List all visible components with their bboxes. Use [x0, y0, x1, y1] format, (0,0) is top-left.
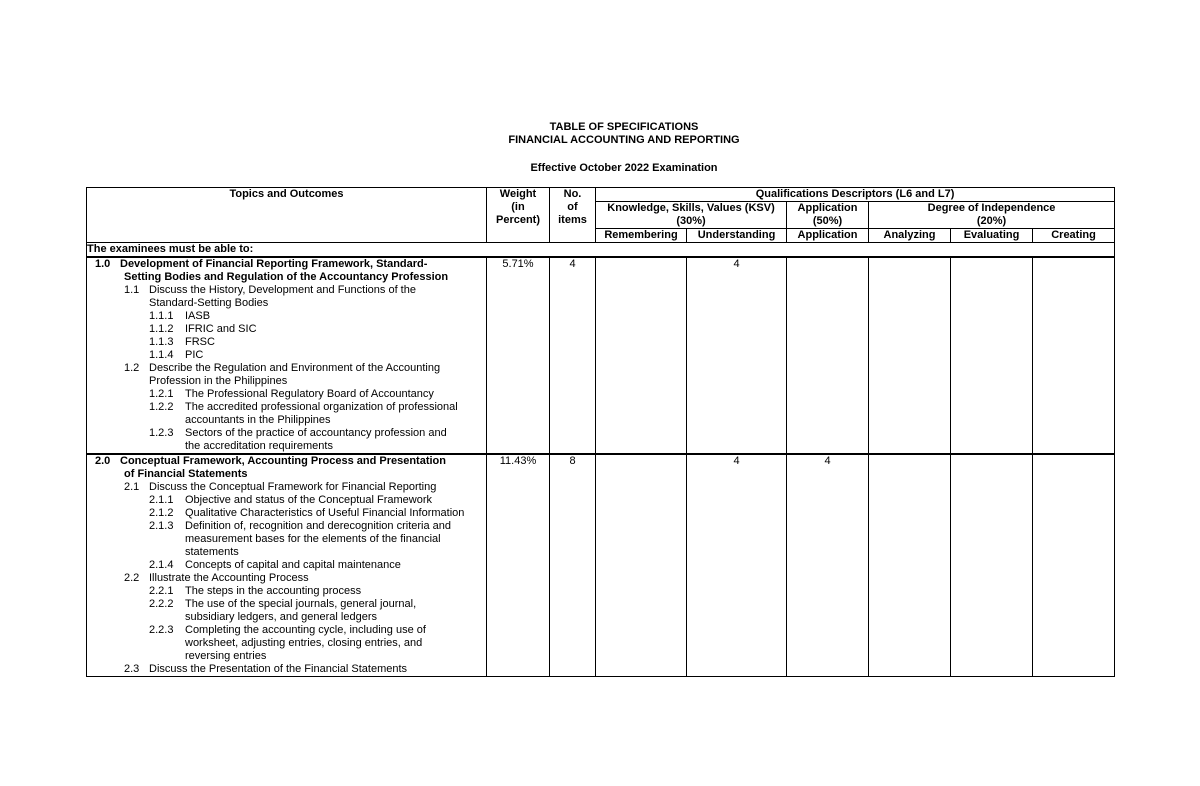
topic-title-number: 1.0 [95, 258, 111, 270]
topic-title-text: Development of Financial Reporting Framework, Standard- [120, 258, 428, 270]
sub-outcome-item [87, 349, 486, 362]
sub-outcome-item-number: 1.2.3 [149, 427, 174, 439]
specifications-table [86, 187, 1115, 677]
topic-title-text: of Financial Statements [124, 468, 248, 480]
outcome-item-text: Discuss the History, Development and Functions of the [149, 284, 416, 296]
sub-outcome-item-number: 1.1.1 [149, 310, 174, 322]
remembering-cell [596, 454, 687, 677]
sub-outcome-item-text: the accreditation requirements [185, 440, 333, 452]
sub-outcome-item-number: 2.1.1 [149, 494, 174, 506]
qualifications-header: Qualifications Descriptors (L6 and L7) [596, 188, 1115, 202]
sub-outcome-item-number: 2.2.3 [149, 624, 174, 636]
items-cell: 4 [550, 257, 596, 454]
sub-outcome-item-text: Qualitative Characteristics of Useful Financial Information [185, 507, 465, 519]
sub-outcome-item [87, 427, 486, 440]
evaluating-header: Evaluating [951, 229, 1033, 243]
sub-outcome-item-text: The use of the special journals, general journal, [185, 598, 417, 610]
sub-outcome-item-number: 1.1.3 [149, 336, 174, 348]
outcome-item-text: Describe the Regulation and Environment of the Accounting [149, 362, 441, 374]
document-heading [0, 121, 1200, 175]
outcome-item-text: Profession in the Philippines [149, 375, 288, 387]
topics-body [87, 257, 1115, 677]
sub-outcome-item-text: worksheet, adjusting entries, closing entries, and [185, 637, 423, 649]
outcome-item-number: 2.1 [124, 481, 140, 493]
outcome-item-number: 1.1 [124, 284, 140, 296]
sub-outcome-item-text: Objective and status of the Conceptual Framework [185, 494, 433, 506]
sub-outcome-item-text: subsidiary ledgers, and general ledgers [185, 611, 378, 623]
outcome-item-text: Discuss the Presentation of the Financial Statements [149, 663, 408, 675]
sub-outcome-item [87, 494, 486, 507]
sub-outcome-item [87, 598, 486, 611]
sub-outcome-item [87, 336, 486, 349]
table-row [87, 257, 1115, 454]
sub-outcome-item-text: The Professional Regulatory Board of Accountancy [185, 388, 434, 400]
remembering-header: Remembering [596, 229, 687, 243]
sub-outcome-item-text: statements [185, 546, 239, 558]
items-header: No. of items [550, 188, 596, 243]
topics-header: Topics and Outcomes [87, 188, 487, 243]
topic-title [87, 455, 486, 468]
sub-outcome-item-text: reversing entries [185, 650, 267, 662]
outcome-item-text: Illustrate the Accounting Process [149, 572, 309, 584]
topic-cell [87, 257, 487, 454]
understanding-cell: 4 [687, 454, 787, 677]
outcome-item [87, 663, 486, 676]
creating-cell [1033, 257, 1115, 454]
sub-outcome-item-number: 2.1.3 [149, 520, 174, 532]
sub-outcome-item [87, 585, 486, 598]
sub-outcome-item-text: Definition of, recognition and derecognition criteria and [185, 520, 451, 532]
sub-outcome-item-text: The accredited professional organization of professional [185, 401, 458, 413]
sub-outcome-item [87, 520, 486, 533]
sub-outcome-item [87, 624, 486, 637]
document-title: TABLE OF SPECIFICATIONS [549, 121, 699, 133]
analyzing-cell [869, 454, 951, 677]
topic-title-number: 2.0 [95, 455, 111, 467]
sub-outcome-item-number: 1.2.1 [149, 388, 174, 400]
remembering-cell [596, 257, 687, 454]
sub-outcome-item-number: 2.1.2 [149, 507, 174, 519]
analyzing-header: Analyzing [869, 229, 951, 243]
topic-cell [87, 454, 487, 677]
table-row [87, 454, 1115, 677]
creating-header: Creating [1033, 229, 1115, 243]
ksv-header: Knowledge, Skills, Values (KSV) (30%) [596, 202, 787, 229]
sub-outcome-item-text: PIC [185, 349, 204, 361]
sub-outcome-item-text: measurement bases for the elements of the financial [185, 533, 441, 545]
sub-outcome-item-text: accountants in the Philippines [185, 414, 331, 426]
independence-header: Degree of Independence (20%) [869, 202, 1115, 229]
sub-outcome-item [87, 323, 486, 336]
evaluating-cell [951, 454, 1033, 677]
outcome-item-number: 2.3 [124, 663, 140, 675]
sub-outcome-item-number: 2.2.2 [149, 598, 174, 610]
sub-outcome-item [87, 507, 486, 520]
topic-title-text: Conceptual Framework, Accounting Process and Presentation [120, 455, 446, 467]
document-subtitle: FINANCIAL ACCOUNTING AND REPORTING [508, 134, 740, 146]
application-group-header: Application (50%) [787, 202, 869, 229]
sub-outcome-item-number: 1.1.4 [149, 349, 174, 361]
outcome-item-number: 2.2 [124, 572, 140, 584]
weight-cell: 11.43% [487, 454, 550, 677]
analyzing-cell [869, 257, 951, 454]
sub-outcome-item-text: FRSC [185, 336, 215, 348]
understanding-header: Understanding [687, 229, 787, 243]
outcome-item-text: Standard-Setting Bodies [149, 297, 269, 309]
sub-outcome-item-text: The steps in the accounting process [185, 585, 362, 597]
sub-outcome-item-text: Concepts of capital and capital maintenance [185, 559, 401, 571]
outcome-item [87, 481, 486, 494]
outcome-item-text: Discuss the Conceptual Framework for Financial Reporting [149, 481, 437, 493]
topic-title-text: Setting Bodies and Regulation of the Accountancy Profession [124, 271, 449, 283]
intro-text: The examinees must be able to: [87, 243, 1115, 258]
outcome-item [87, 572, 486, 585]
topic-title [87, 258, 486, 271]
outcome-item-number: 1.2 [124, 362, 140, 374]
application-cell [787, 257, 869, 454]
sub-outcome-item-number: 2.2.1 [149, 585, 174, 597]
outcome-item [87, 284, 486, 297]
evaluating-cell [951, 257, 1033, 454]
weight-cell: 5.71% [487, 257, 550, 454]
application-header: Application [787, 229, 869, 243]
sub-outcome-item-text: Sectors of the practice of accountancy profession and [185, 427, 447, 439]
sub-outcome-item-number: 2.1.4 [149, 559, 174, 571]
understanding-cell: 4 [687, 257, 787, 454]
effective-date: Effective October 2022 Examination [530, 162, 718, 174]
sub-outcome-item-text: Completing the accounting cycle, including use of [185, 624, 426, 636]
application-cell: 4 [787, 454, 869, 677]
weight-header: Weight (in Percent) [487, 188, 550, 243]
sub-outcome-item [87, 401, 486, 414]
sub-outcome-item [87, 310, 486, 323]
outcome-item [87, 362, 486, 375]
sub-outcome-item [87, 559, 486, 572]
creating-cell [1033, 454, 1115, 677]
sub-outcome-item-text: IFRIC and SIC [185, 323, 257, 335]
items-cell: 8 [550, 454, 596, 677]
sub-outcome-item-number: 1.1.2 [149, 323, 174, 335]
sub-outcome-item-number: 1.2.2 [149, 401, 174, 413]
sub-outcome-item [87, 388, 486, 401]
sub-outcome-item-text: IASB [185, 310, 211, 322]
